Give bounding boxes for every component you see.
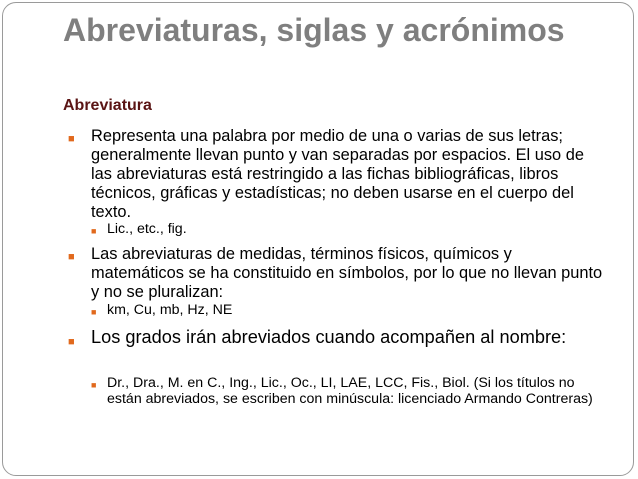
bullet-text: km, Cu, mb, Hz, NE [107, 302, 233, 318]
bullet-item [68, 127, 603, 222]
square-bullet-icon: ■ [91, 226, 97, 236]
bullet-text: Representa una palabra por medio de una o varias de sus letras; generalmente llevan punto y van separadas por espacios. El uso de las abreviaturas está restringido a las fichas bibliográficas, libros técnicos, gráficas y estadísticas; no deben usarse en el cuerpo del texto. [91, 127, 584, 221]
square-bullet-icon: ■ [91, 307, 97, 317]
sub-bullet-item [91, 302, 597, 319]
sub-bullet-item [91, 221, 597, 238]
slide-subtitle: Abreviatura [63, 97, 152, 114]
bullet-item [68, 327, 603, 348]
square-bullet-icon: ■ [68, 336, 75, 348]
bullet-text: Las abreviaturas de medidas, términos físicos, químicos y matemáticos se ha constituido en símbolos, por lo que no llevan punto y no se pluralizan: [91, 245, 603, 301]
square-bullet-icon: ■ [68, 251, 75, 263]
bullet-text: Dr., Dra., M. en C., Ing., Lic., Oc., LI, LAE, LCC, Fis., Biol. (Si los títulos no están abreviados, se escriben con minúscula: licenciado Armando Contreras) [107, 375, 593, 407]
square-bullet-icon: ■ [91, 380, 97, 390]
square-bullet-icon: ■ [68, 133, 75, 145]
bullet-text: Los grados irán abreviados cuando acompañen al nombre: [91, 327, 567, 347]
slide-title: Abreviaturas, siglas y acrónimos [63, 12, 565, 48]
bullet-text: Lic., etc., fig. [107, 221, 187, 237]
sub-bullet-item [91, 375, 602, 407]
bullet-item [68, 245, 603, 302]
